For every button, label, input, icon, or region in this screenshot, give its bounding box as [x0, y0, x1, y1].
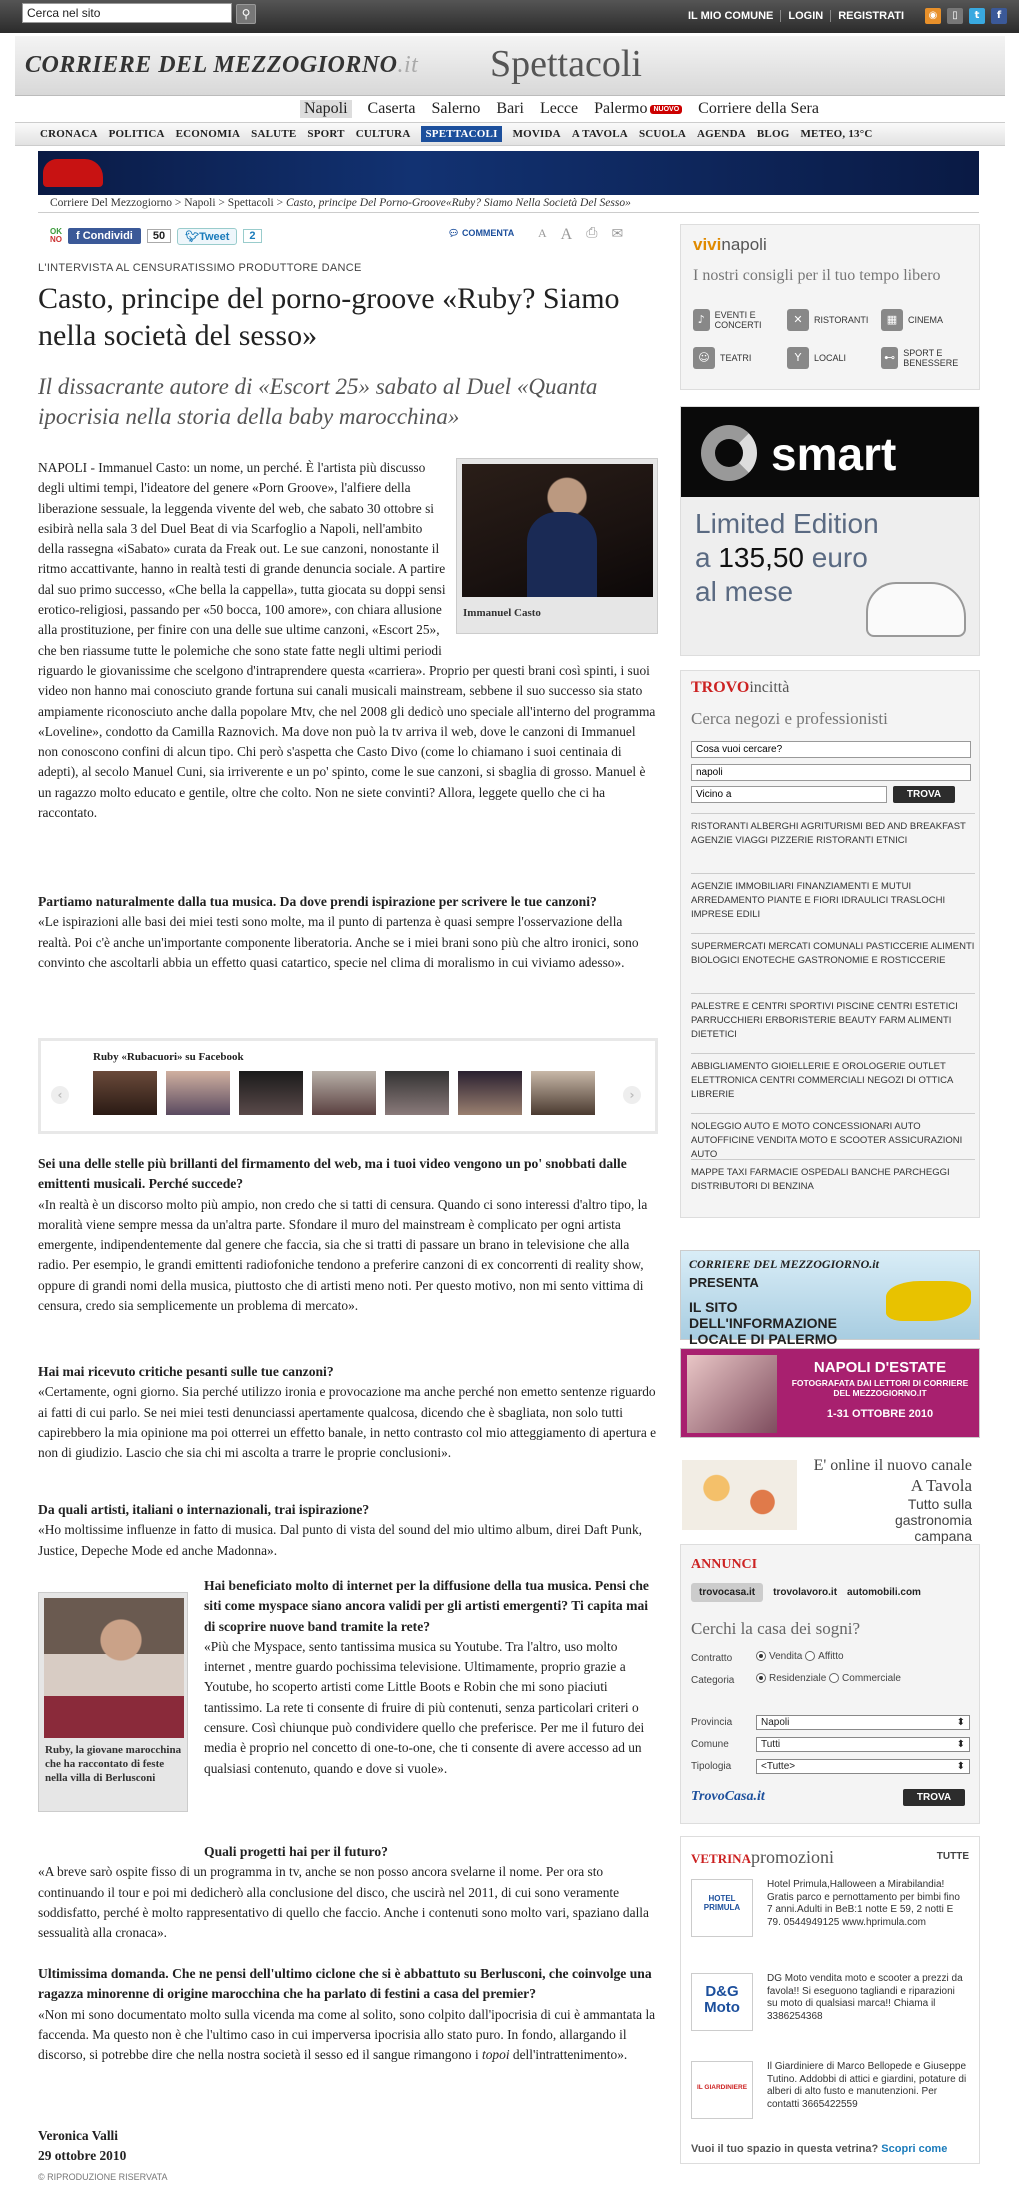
nav-cultura[interactable]: CULTURA — [355, 128, 411, 140]
ad-car-image — [43, 159, 103, 187]
smart-logo-text: smart — [771, 428, 897, 480]
city-caserta[interactable]: Caserta — [367, 100, 416, 117]
smart-car-image — [866, 582, 966, 637]
qa-6 — [38, 1842, 658, 1943]
trovo-search-button[interactable]: TROVA — [893, 786, 955, 803]
text-smaller-icon[interactable]: A — [538, 226, 547, 240]
breadcrumb-current: Casto, principe Del Porno-Groove«Ruby? Siamo Nella Società Del Sesso» — [285, 197, 631, 209]
qa-4 — [38, 1500, 658, 1561]
answer: «In realtà è un discorso molto più ampio, non credo che si tatti di censura. Quando ci sono interessi d'altro tipo, la moralità viene sempre messa da un'altra parte. Sfondare il muro del mainstream è complicato per ogni artista emergente, indipendentemente dal genere che faccia, sia che si tratti di passare un brano in televisione che alla radio. Per esempio, le grandi emittenti radiofoniche tendono a preferire canzoni di ex concorrenti di reality show, oppure di grandi nomi della musica, piuttosto che di artisti meno noti. Per questo motivo, non mi sento vittima di censura, credo sia semplicemente un problema di mercato». — [38, 1196, 648, 1314]
nav-cronaca[interactable]: CRONACA — [40, 128, 98, 140]
corriere-pa-line2: IL SITO DELL'INFORMAZIONE LOCALE DI PALERMO — [689, 1299, 838, 1347]
napoli-estate-dates: 1-31 OTTOBRE 2010 — [826, 1408, 934, 1420]
city-bari[interactable]: Bari — [496, 100, 524, 117]
thumbnail[interactable] — [458, 1071, 522, 1115]
question: Hai mai ricevuto critiche pesanti sulle tue canzoni? — [38, 1364, 334, 1379]
vetrina-box — [680, 1836, 980, 2164]
thumbnail[interactable] — [93, 1071, 157, 1115]
trovo-where-input[interactable] — [691, 764, 971, 781]
city-napoli[interactable]: Napoli — [300, 100, 352, 118]
radio-vendita[interactable] — [756, 1651, 766, 1661]
city-salerno[interactable]: Salerno — [431, 100, 481, 117]
cocktail-icon: Y — [787, 347, 809, 369]
contratto-options: Vendita Affitto — [756, 1651, 844, 1662]
ruby-photo[interactable] — [44, 1598, 184, 1738]
print-icon[interactable]: ⎙ — [586, 226, 598, 241]
search-icon: ⚲ — [241, 7, 251, 21]
qa-2 — [38, 1154, 658, 1316]
comment-link[interactable]: 💬︎ COMMENTA — [448, 228, 515, 238]
ruby-photo-box — [38, 1592, 188, 1812]
share-bar — [50, 225, 262, 247]
vivi-tagline: I nostri consigli per il tuo tempo libero — [693, 267, 941, 284]
nav-movida[interactable]: MOVIDA — [512, 128, 561, 140]
carousel-left-arrow[interactable]: ‹ — [51, 1086, 69, 1104]
photo-spacer — [446, 458, 658, 652]
corriere-pa-logo: CORRIERE DEL MEZZOGIORNO.it — [689, 1257, 879, 1271]
nav-meteo[interactable]: METEO, 13°C — [800, 128, 873, 140]
answer: «Ho moltissime influenze in fatto di musica. Dal punto di vista del sound del mio ultimo album, direi Daft Punk, Justice, Depeche Mode ed anche Madonna». — [38, 1522, 642, 1558]
trovo-tagline: Cerca negozi e professionisti — [691, 709, 888, 728]
atavola-line1: E' online il nuovo canale — [813, 1457, 972, 1474]
vivi-eventi[interactable]: ♪ EVENTI E CONCERTI — [693, 309, 783, 331]
trovo-category-casa[interactable]: AGENZIE IMMOBILIARI FINANZIAMENTI E MUTUI ARREDAMENTO PIANTE E FIORI IDRAULICI TRASLOCHI IMPRESE EDILI — [691, 873, 975, 922]
text-larger-icon[interactable]: A — [560, 226, 573, 243]
breadcrumb — [38, 197, 979, 213]
qa-7 — [38, 1964, 658, 2065]
provincia-label: Provincia — [691, 1717, 733, 1728]
tipologia-label: Tipologia — [691, 1761, 732, 1772]
facebook-photo-widget — [38, 1038, 658, 1134]
photo-caption: Immanuel Casto — [463, 607, 541, 619]
article-signature — [38, 2126, 126, 2166]
smart-logo-icon — [701, 425, 757, 481]
comune-select[interactable]: Tutti ⬍ — [756, 1737, 970, 1752]
smart-offer-text: Limited Edition a 135,50 euro al mese — [695, 508, 879, 607]
napoli-estate-subtitle: FOTOGRAFATA DAI LETTORI DI CORRIERE DEL MEZZOGIORNO.IT — [791, 1378, 969, 1398]
dumbbell-icon: ⊷ — [881, 347, 898, 369]
provincia-select[interactable]: Napoli ⬍ — [756, 1715, 970, 1730]
food-plates-image — [682, 1460, 797, 1530]
contratto-label: Contratto — [691, 1653, 733, 1664]
facebook-icon: f — [76, 230, 83, 242]
facebook-icon[interactable]: f — [991, 8, 1007, 24]
nav-salute[interactable]: SALUTE — [251, 128, 297, 140]
breadcrumb-path[interactable]: Corriere Del Mezzogiorno > Napoli > Spettacoli > — [50, 197, 286, 209]
site-logo[interactable]: CORRIERE DEL MEZZOGIORNO.it — [25, 52, 419, 78]
vivi-locali[interactable]: Y LOCALI — [787, 347, 877, 369]
chevron-down-icon: ⬍ — [956, 1717, 965, 1728]
vetrina-item[interactable]: IL GIARDINIERE Il Giardiniere di Marco Bellopede e Giuseppe Tutino. Addobbi di attici e giardini, potature di alberi di alto fusto e manutenzioni. Per contatti 3665422559 — [691, 2061, 975, 2123]
dg-moto-logo: D&G Moto — [691, 1973, 753, 2031]
tab-trovocasa[interactable]: trovocasa.it — [691, 1583, 763, 1602]
microphone-icon: ♪ — [693, 309, 710, 331]
twitter-icon: 🐦︎ — [185, 230, 200, 243]
site-search-input[interactable] — [22, 3, 232, 23]
tipologia-select[interactable]: <Tutte> ⬍ — [756, 1759, 970, 1774]
article-subhead: Il dissacrante autore di «Escort 25» sabato al Duel «Quanta ipocrisia nella storia della baby marocchina» — [38, 374, 598, 429]
facebook-share-button[interactable]: f Condividi — [68, 228, 141, 244]
napoli-estate-ad[interactable] — [680, 1348, 980, 1438]
city-lecce[interactable]: Lecce — [539, 100, 579, 117]
trovo-incitta-box — [680, 670, 980, 1218]
article-headline: Casto, principe del porno-groove «Ruby? Siamo nella società del sesso» — [38, 282, 620, 352]
radio-commerciale[interactable] — [829, 1673, 839, 1683]
question: Partiamo naturalmente dalla tua musica. Da dove prendi ispirazione per scrivere le tue canzoni? — [38, 894, 597, 909]
nav-blog[interactable]: BLOG — [756, 128, 790, 140]
nav-spettacoli[interactable]: SPETTACOLI — [421, 126, 501, 142]
question: Hai beneficiato molto di internet per la diffusione della tua musica. Pensi che siti come myspace siano ancora validi per gli artisti emergenti? Ti capita mai di scoprire nuove band tramite la rete? — [204, 1578, 649, 1634]
comune-label: Comune — [691, 1739, 729, 1750]
top-bar — [0, 0, 1019, 33]
film-icon: ▦ — [881, 309, 903, 331]
vivi-ristoranti[interactable]: ✕ RISTORANTI — [787, 309, 877, 331]
cutlery-icon: ✕ — [787, 309, 809, 331]
tab-trovolavoro[interactable]: trovolavoro.it — [773, 1587, 838, 1598]
napoli-estate-photo — [687, 1355, 777, 1433]
article-tools — [538, 226, 623, 244]
social-icons — [925, 8, 1007, 24]
corriere-palermo-ad[interactable] — [680, 1250, 980, 1347]
a-tavola-ad[interactable] — [680, 1446, 980, 1544]
theater-mask-icon: ☺ — [693, 347, 715, 369]
atavola-line3: Tutto sulla gastronomia campana — [894, 1496, 972, 1544]
scopri-come-link[interactable]: Scopri come — [881, 2143, 948, 2155]
qa-5 — [204, 1576, 658, 1779]
mobile-icon[interactable]: ▯ — [947, 8, 963, 24]
new-badge: NUOVO — [650, 105, 682, 114]
vivi-cinema[interactable]: ▦ CINEMA — [881, 309, 971, 331]
corriere-pa-line1: PRESENTA — [689, 1275, 759, 1290]
section-title: Spettacoli — [490, 43, 642, 85]
city-bar — [300, 100, 819, 118]
chevron-down-icon: ⬍ — [956, 1761, 965, 1772]
chevron-down-icon: ⬍ — [956, 1739, 965, 1750]
login-link[interactable]: LOGIN — [780, 10, 830, 22]
answer: «Non mi sono documentato molto sulla vicenda ma come al solito, sono colpito dall'ipocrisia di cui è ammantata la faccenda. Ma questo non è che l'ultimo caso in cui imperversa ipocrisia allo stato puro. In fondo, allargando il discorso, si potrebbe dire che nella nostra società il sesso ed il sangue rimangono i topoi dell'intrattenimento». — [38, 2006, 656, 2063]
tweet-count: 2 — [243, 229, 261, 243]
qa-3 — [38, 1362, 658, 1463]
brand-bar — [15, 36, 1005, 96]
annunci-search-button[interactable]: TROVA — [903, 1789, 965, 1806]
vetrina-item[interactable]: D&G Moto DG Moto vendita moto e scooter a prezzi da favola!! Si eseguono tagliandi e riparazioni su moto di qualsiasi marca!! Chiama il 3386254368 — [691, 1973, 975, 2035]
city-palermo[interactable]: Palermo NUOVO — [594, 100, 682, 118]
vetrina-item[interactable]: HOTEL PRIMULA Hotel Primula,Halloween a Mirabilandia! Gratis parco e pernottamento per bimbi fino 7 anni.Adulti in BeB:1 notte E 59, 2 notti E 79. 0544949125 www.hprimula.com — [691, 1879, 975, 1949]
vetrina-all-link[interactable]: TUTTE — [936, 1851, 969, 1862]
qa-1 — [38, 892, 658, 973]
tab-automobili[interactable]: automobili.com — [847, 1587, 921, 1598]
date: 29 ottobre 2010 — [38, 2148, 127, 2163]
article-kicker: L'INTERVISTA AL CENSURATISSIMO PRODUTTORE DANCE — [38, 262, 362, 274]
facebook-count: 50 — [147, 229, 171, 243]
question: Sei una delle stelle più brillanti del firmamento del web, ma i tuoi video vengono un po' snobbati dalle emittenti musicali. Perché succede? — [38, 1156, 627, 1192]
photo-thumbnails — [93, 1071, 595, 1115]
nav-politica[interactable]: POLITICA — [108, 128, 165, 140]
thumbnail[interactable] — [385, 1071, 449, 1115]
categoria-options: Residenziale Commerciale — [756, 1673, 901, 1684]
my-comune-link[interactable]: IL MIO COMUNE — [688, 10, 774, 22]
answer: «A breve sarò ospite fisso di un programma in tv, anche se non posso ancora svelarne il nome. Per ora sto continuando il tour e poi mi dedicherò alla conclusione del disco, che uscirà nel 2011, di cui sono veramente soddisfatto, perché è molto rappresentativo di quello che faccio. Anche i contenuti sono molto vari, spaziano dalla sessualità alla cronaca». — [38, 1864, 649, 1941]
widget-title: Ruby «Rubacuori» su Facebook — [93, 1051, 244, 1063]
nav-economia[interactable]: ECONOMIA — [175, 128, 241, 140]
answer: «Certamente, ogni giorno. Sia perché utilizzo ironia e provocazione ma anche perché non emetto sentenze riguardo ai fatti di cui parlo. Se nei miei testi denunciassi apertamente qualcosa, dicendo che è sbagliata, non solo tutti capirebbero la mia opinione ma poi otterrei un effetto banale, in netto contrasto col mio atteggiamento di apertura e non di giudizio. Lascio che sia chi mi ascolta a trarre le proprie conclusioni». — [38, 1384, 657, 1461]
nav-a-tavola[interactable]: A TAVOLA — [571, 128, 628, 140]
thumbnail[interactable] — [531, 1071, 595, 1115]
twitter-icon[interactable]: t — [969, 8, 985, 24]
tweet-button[interactable]: 🐦︎Tweet — [177, 228, 237, 245]
rss-icon[interactable]: ◉ — [925, 8, 941, 24]
answer: «Più che Myspace, sento tantissima musica su Youtube. Tra l'altro, uso molto internet , mentre guardo pochissima televisione. Ultimamente, proprio grazie a Youtube, ho scoperto artisti come Little Boots e Robin che mi sono piaciuti tantissimo. La rete ti consente di fruire di più contenuti, senza particolari criteri o censure. Così chiunque può condividere quello che preferisce. Per me il futuro dei media è proprio nel concetto di one-to-one, che ti consente di avere accesso ad un qualsiasi contenuto, quando e dove si vuole». — [204, 1638, 645, 1776]
radio-affitto[interactable] — [805, 1651, 815, 1661]
trovocasa-logo[interactable]: TrovoCasa.it — [691, 1789, 765, 1804]
search-button[interactable] — [236, 4, 256, 24]
email-icon[interactable]: ✉ — [611, 227, 624, 242]
trovo-category-benessere[interactable]: PALESTRE E CENTRI SPORTIVI PISCINE CENTRI ESTETICI PARRUCCHIERI ERBORISTERIE BEAUTY FARM ALIMENTI DIETETICI — [691, 993, 975, 1042]
article-intro: NAPOLI - Immanuel Casto: un nome, un perché. È l'artista più discusso degli ultimi tempi, l'ideatore del genere «Porn Groove», l'alfiere della liberazione sessuale, la leggenda vivente del web, che sabato 30 ottobre si esibirà nella sala 3 del Duel Beat di via Scarfoglio a Napoli, nell'ambito della rassegna «iSabato» curata da Freak out. Le sue canzoni, nonostante il ritmo accattivante, hanno in realtà testi di grande denuncia sociale. A partire dal suo primo successo, «Che bella la cappella», tutta giocata su doppi sensi erotico-religiosi, passando per «50 bocca, 100 amore», con chiara allusione alla prostituzione, per finire con una delle sue ultime canzoni, «Escort 25», che ben riassume tutte le polemiche che sono state fatte negli ultimi periodi riguardo le giovanissime che scelgono d'intraprendere questa «carriera». Proprio per questi brani così spinti, i suoi video non hanno mai conosciuto grande fortuna sui canali musicali mainstream, sebbene il suo successo sia stato ampiamente riconosciuto anche dalla popolare Mtv, che nel 2008 gli dedicò uno speciale all'interno del programma «Loveline», condotto da Camilla Raznovich. Ma dove non può la tv arriva il web, dove le canzoni di Immanuel non conoscono confini di alcun tipo. Chi però s'aspetta che Casto Divo (come lo chiamano i suoi centinaia di adepti), al secolo Manuel Cuni, sia irriverente e un po' spinto, come le sue canzoni, si sbaglia di grosso. Manuel è un ragazzo molto educato e gentile, oltre che colto. Non ne siete convinti? Allora, leggete quello che ci ha raccontato. — [38, 458, 658, 823]
vetrina-title: VETRINApromozioni — [691, 1847, 834, 1867]
annunci-box — [680, 1544, 980, 1824]
trovo-category-alimentari[interactable]: SUPERMERCATI MERCATI COMUNALI PASTICCERIE ALIMENTI BIOLOGICI ENOTECHE GASTRONOMIE E ROSTICCERIE — [691, 933, 975, 968]
radio-residenziale[interactable] — [756, 1673, 766, 1683]
question: Ultimissima domanda. Che ne pensi dell'ultimo ciclone che si è abbattuto su Berlusconi, che coinvolge una ragazza minorenne di origine marocchina che ha parlato di festini a casa del premier? — [38, 1966, 652, 2002]
vivi-teatri[interactable]: ☺ TEATRI — [693, 347, 783, 369]
atavola-line2: A Tavola — [910, 1476, 972, 1495]
copyright: © RIPRODUZIONE RISERVATA — [38, 2172, 168, 2182]
author: Veronica Valli — [38, 2128, 118, 2143]
vetrina-footer: Vuoi il tuo spazio in questa vetrina? Scopri come — [691, 2143, 948, 2155]
vivi-napoli-box — [680, 224, 980, 390]
smart-ad-header — [681, 407, 980, 497]
photo-caption: Ruby, la giovane marocchina che ha raccontato di feste nella villa di Berlusconi — [45, 1744, 182, 1784]
napoli-estate-title: NAPOLI D'ESTATE — [813, 1359, 947, 1376]
trovo-category-servizi[interactable]: MAPPE TAXI FARMACIE OSPEDALI BANCHE PARCHEGGI DISTRIBUTORI DI BENZINA — [691, 1159, 975, 1194]
trovo-near-input[interactable] — [691, 786, 887, 803]
question: Quali progetti hai per il futuro? — [204, 1844, 388, 1859]
trovo-what-input[interactable] — [691, 741, 971, 758]
answer: «Le ispirazioni alle basi dei miei testi sono molte, ma il punto di partenza è quasi sempre l'osservazione della realtà. Poi c'è anche un'importante componente liberatoria. Anche se i miei brani sono più che altro ironici, sono convinto che ascoltarli abbia un effetto quasi catartico, specie nel clima di moralismo in cui viviamo adesso». — [38, 914, 639, 970]
register-link[interactable]: REGISTRATI — [830, 10, 911, 22]
nav-agenda[interactable]: AGENDA — [697, 128, 746, 140]
nav-scuola[interactable]: SCUOLA — [638, 128, 686, 140]
sicily-map-icon — [886, 1281, 971, 1321]
speech-bubble-icon: 💬︎ — [448, 228, 462, 238]
main-nav — [15, 122, 1005, 146]
top-links — [681, 10, 911, 22]
question: Da quali artisti, italiani o internazionali, trai ispirazione? — [38, 1502, 370, 1517]
giardiniere-logo: IL GIARDINIERE — [691, 2061, 753, 2119]
carousel-right-arrow[interactable]: › — [623, 1086, 641, 1104]
trovo-category-turismo[interactable]: RISTORANTI ALBERGHI AGRITURISMI BED AND BREAKFAST AGENZIE VIAGGI PIZZERIE RISTORANTI ETNICI — [691, 813, 975, 848]
ok-no-vote[interactable]: OK NO — [50, 227, 62, 244]
thumbnail[interactable] — [166, 1071, 230, 1115]
top-ad-banner[interactable] — [38, 151, 979, 195]
city-corriere-sera[interactable]: Corriere della Sera — [698, 100, 819, 117]
thumbnail[interactable] — [239, 1071, 303, 1115]
trovo-category-auto[interactable]: NOLEGGIO AUTO E MOTO CONCESSIONARI AUTO AUTOFFICINE VENDITA MOTO E SCOOTER ASSICURAZIONI AUTO — [691, 1113, 975, 1162]
vivi-sport[interactable]: ⊷ SPORT E BENESSERE — [881, 347, 979, 369]
trovo-category-shopping[interactable]: ABBIGLIAMENTO GIOIELLERIE E OROLOGERIE OUTLET ELETTRONICA CENTRI COMMERCIALI NEGOZI DI OTTICA LIBRERIE — [691, 1053, 975, 1102]
trovo-logo[interactable]: TROVOincittà — [691, 679, 790, 696]
annunci-question: Cerchi la casa dei sogni? — [691, 1619, 860, 1638]
smart-ad[interactable] — [680, 406, 980, 656]
thumbnail[interactable] — [312, 1071, 376, 1115]
vivi-napoli-logo[interactable]: vivinapoli — [693, 235, 767, 254]
nav-sport[interactable]: SPORT — [307, 128, 345, 140]
categoria-label: Categoria — [691, 1675, 735, 1686]
hotel-primula-logo: HOTEL PRIMULA — [691, 1879, 753, 1937]
annunci-title: ANNUNCI — [691, 1557, 758, 1572]
